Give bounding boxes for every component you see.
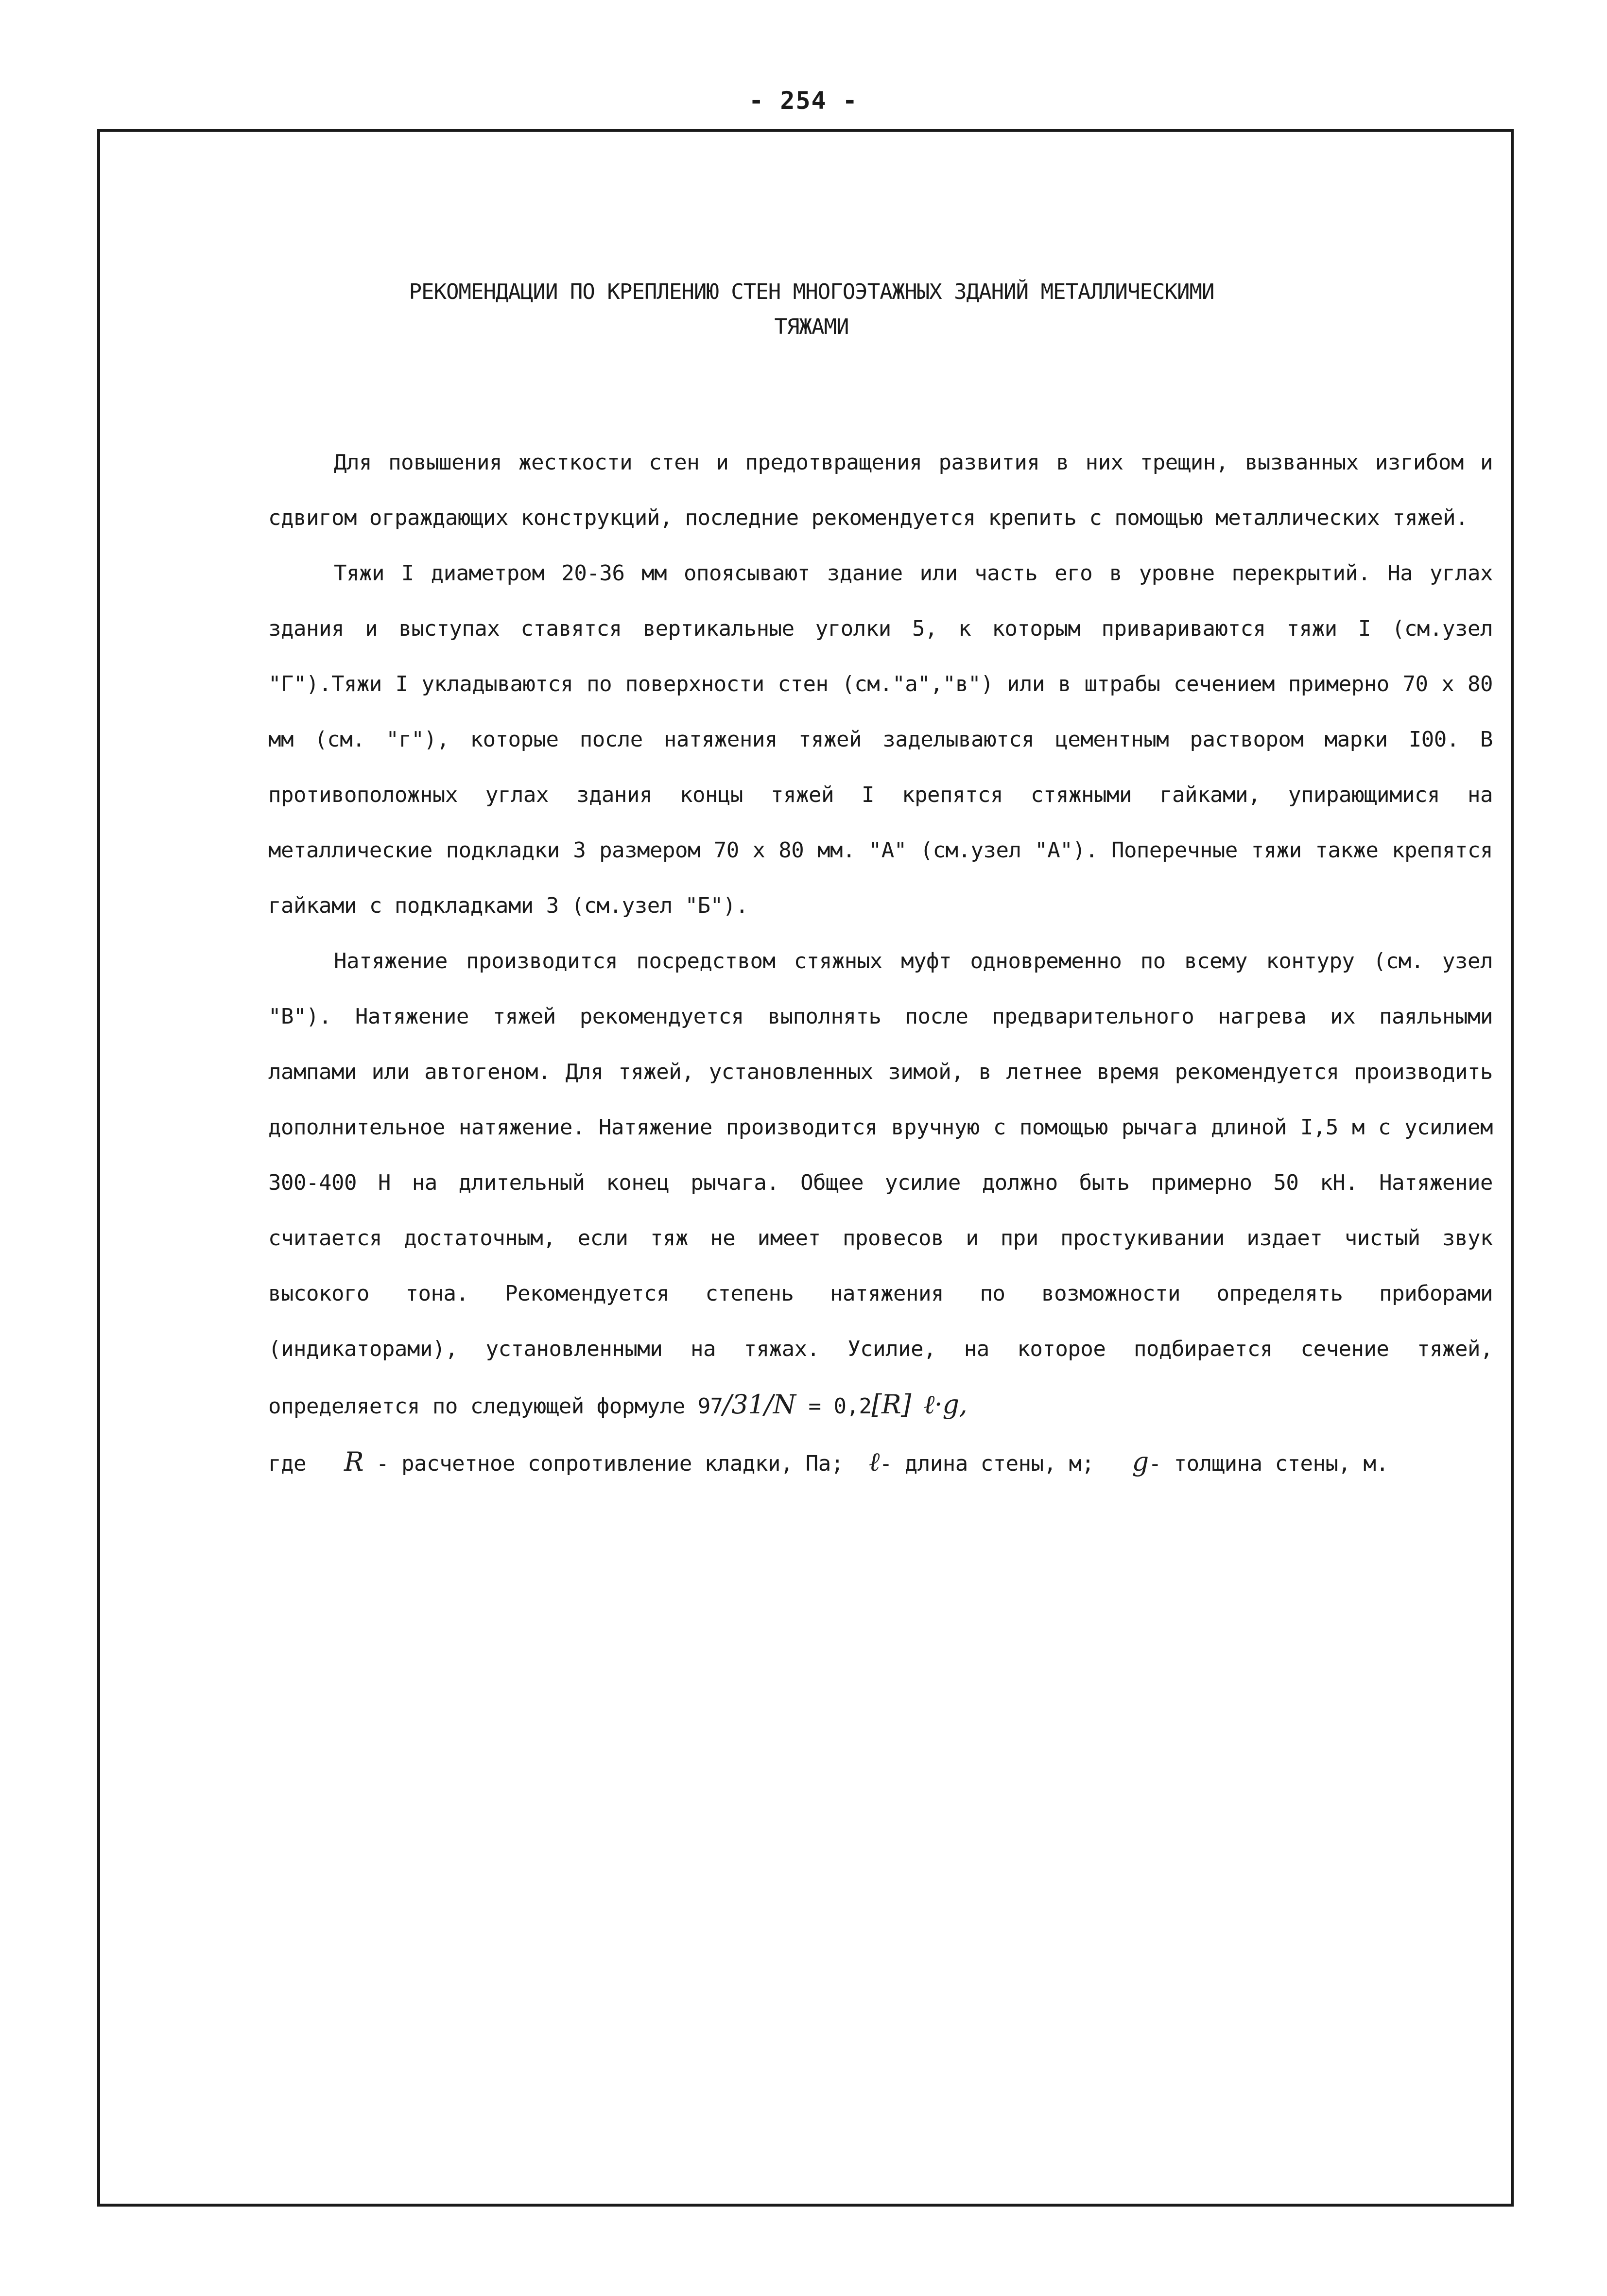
title-line-1: РЕКОМЕНДАЦИИ ПО КРЕПЛЕНИЮ СТЕН МНОГОЭТАЖНЫХ ЗДАНИЙ МЕТАЛЛИЧЕСКИМИ — [409, 279, 1214, 304]
formula — [697, 1389, 968, 1420]
legend-r-symbol: R — [344, 1446, 364, 1477]
paragraph-2: Тяжи I диаметром 20-36 мм опоясывают здание или часть его в уровне перекрытий. На углах здания и выступах ставятся вертикальные уголки 5, к которым привариваются тяжи I (см.узел "Г").Тяжи I укладываются по поверхности стен (см."а","в") или в штрабы сечением примерно 70 х 80 мм (см. "г"), которые после натяжения тяжей заделываются цементным раствором марки I00. В противоположных углах здания концы тяжей I крепятся стяжными гайками, упирающимися на металлические подкладки 3 размером 70 х 80 мм. "А" (см.узел "А"). Поперечные тяжи также крепятся гайками с подкладками 3 (см.узел "Б"). — [268, 561, 1493, 918]
legend-l-desc: - длина стены, м; — [879, 1451, 1094, 1476]
formula-ref: /31/ — [723, 1389, 773, 1420]
formula-dot: · — [934, 1389, 943, 1420]
legend-where: где — [268, 1451, 306, 1476]
formula-r-term: [R] — [871, 1389, 911, 1420]
page-number: - 254 - — [749, 87, 858, 115]
legend-line — [268, 1434, 1493, 1492]
formula-l-term: ℓ — [923, 1389, 934, 1420]
formula-lhs: N — [773, 1389, 796, 1420]
formula-tail: , — [959, 1389, 968, 1420]
paragraph-3-text: Натяжение производится посредством стяжных муфт одновременно по всему контуру (см. узел "В"). Натяжение тяжей рекомендуется выполнять после предварительного нагрева их паяльными лампами или автогеном. Для тяжей, установленных зимой, в летнее время рекомендуется производить дополнительное натяжение. Натяжение производится вручную с помощью рычага длиной I,5 м с усилием 300-400 Н на длительный конец рычага. Общее усилие должно быть примерно 50 кН. Натяжение считается достаточным, если тяж не имеет провесов и при простукивании издает чистый звук высокого тона. Рекомендуется степень натяжения по возможности определять приборами (индикаторами), установленными на тяжах. Усилие, на которое подбирается сечение тяжей, определяется по следующей формуле — [268, 949, 1493, 1419]
formula-d-term: g — [942, 1389, 959, 1420]
paragraph-3 — [268, 934, 1493, 1434]
legend-d-symbol: g — [1132, 1446, 1149, 1477]
formula-eq: = 0,2 — [795, 1394, 872, 1419]
body-text — [268, 435, 1493, 1492]
title-line-2: ТЯЖАМИ — [774, 314, 849, 339]
legend-d-desc: - толщина стены, м. — [1148, 1451, 1389, 1476]
legend-l-symbol: ℓ — [868, 1446, 880, 1477]
document-title — [272, 275, 1351, 345]
formula-prefix: 97 — [697, 1394, 723, 1419]
paragraph-1: Для повышения жесткости стен и предотвращения развития в них трещин, вызванных изгибом и сдвигом ограждающих конструкций, последние рекомендуется крепить с помощью металлических тяжей. — [268, 450, 1493, 530]
legend-r-desc: - расчетное сопротивление кладки, Па; — [363, 1451, 844, 1476]
